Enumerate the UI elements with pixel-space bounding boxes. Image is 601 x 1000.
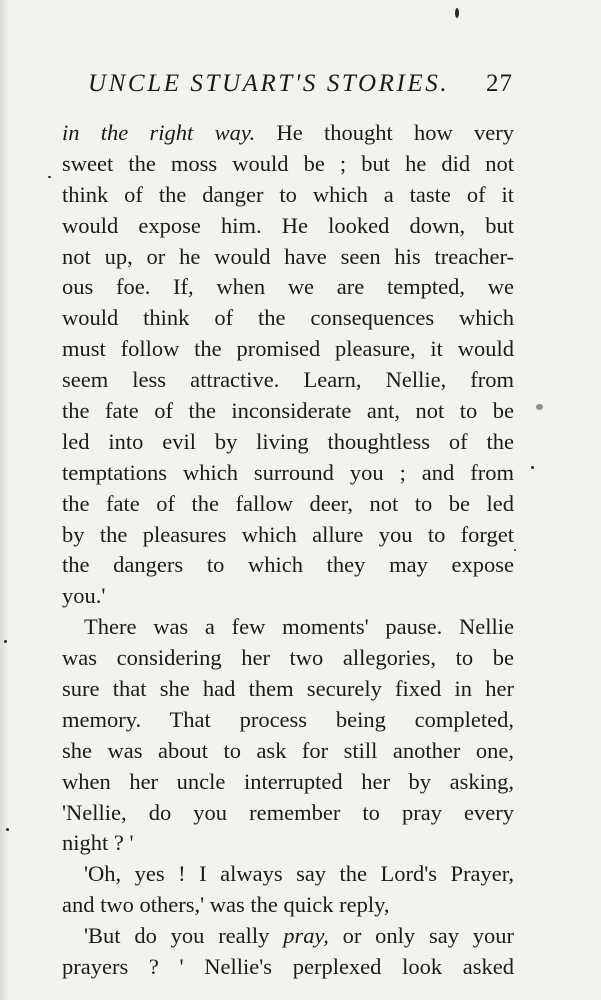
text-line: the fate of the inconsiderate ant, not to be bbox=[62, 398, 514, 424]
text-line: led into evil by living thoughtless of the bbox=[62, 428, 514, 454]
text-line: 'Nellie, do you remember to pray every bbox=[62, 799, 514, 825]
running-head-title: UNCLE STUART'S STORIES. bbox=[88, 70, 450, 97]
text-line: was considering her two allegories, to be bbox=[62, 645, 514, 671]
text-line: prayers ? ' Nellie's perplexed look asked bbox=[62, 954, 514, 980]
text-line: temptations which surround you ; and from bbox=[62, 459, 514, 485]
text-line: by the pleasures which allure you to forget bbox=[62, 521, 514, 547]
ink-speck bbox=[455, 8, 459, 18]
body-text bbox=[62, 118, 514, 983]
text-line: memory. That process being completed, bbox=[62, 706, 514, 732]
ink-speck bbox=[6, 828, 9, 831]
italic-phrase: in the right way. bbox=[62, 120, 256, 145]
text-line: and two others,' was the quick reply, bbox=[62, 892, 390, 918]
text-line: seem less attractive. Learn, Nellie, from bbox=[62, 367, 514, 393]
running-head bbox=[88, 70, 513, 104]
text-line: would think of the consequences which bbox=[62, 305, 514, 331]
page-number: 27 bbox=[486, 70, 513, 97]
page-fold-shadow bbox=[0, 0, 8, 1000]
paragraph-first-line: There was a few moments' pause. Nellie bbox=[84, 614, 514, 640]
ink-speck bbox=[4, 640, 7, 643]
text-line: you.' bbox=[62, 583, 106, 609]
text-line: the fate of the fallow deer, not to be led bbox=[62, 490, 514, 516]
text-line: night ? ' bbox=[62, 830, 134, 856]
paragraph-first-line bbox=[62, 921, 514, 952]
line-text: 'But do you really bbox=[84, 923, 284, 949]
text-line: ous foe. If, when we are tempted, we bbox=[62, 274, 514, 300]
line-text: or only say your bbox=[328, 923, 514, 949]
ink-speck bbox=[531, 466, 534, 469]
text-line: not up, or he would have seen his treacher- bbox=[62, 243, 514, 269]
text-line bbox=[62, 118, 514, 149]
ink-speck bbox=[48, 176, 51, 178]
text-line: would expose him. He looked down, but bbox=[62, 212, 514, 238]
text-line: think of the danger to which a taste of it bbox=[62, 181, 514, 207]
text-line: sure that she had them securely fixed in her bbox=[62, 676, 514, 702]
text-line: she was about to ask for still another one, bbox=[62, 737, 514, 763]
line-text: He thought how very bbox=[255, 120, 515, 145]
paragraph-first-line: 'Oh, yes ! I always say the Lord's Prayer, bbox=[84, 861, 514, 887]
text-line: sweet the moss would be ; but he did not bbox=[62, 150, 514, 176]
text-line: when her uncle interrupted her by asking, bbox=[62, 768, 514, 794]
text-line: the dangers to which they may expose bbox=[62, 552, 514, 578]
italic-word: pray, bbox=[283, 923, 329, 949]
ink-speck bbox=[536, 404, 543, 410]
ink-speck bbox=[514, 549, 516, 551]
text-line: must follow the promised pleasure, it would bbox=[62, 336, 514, 362]
